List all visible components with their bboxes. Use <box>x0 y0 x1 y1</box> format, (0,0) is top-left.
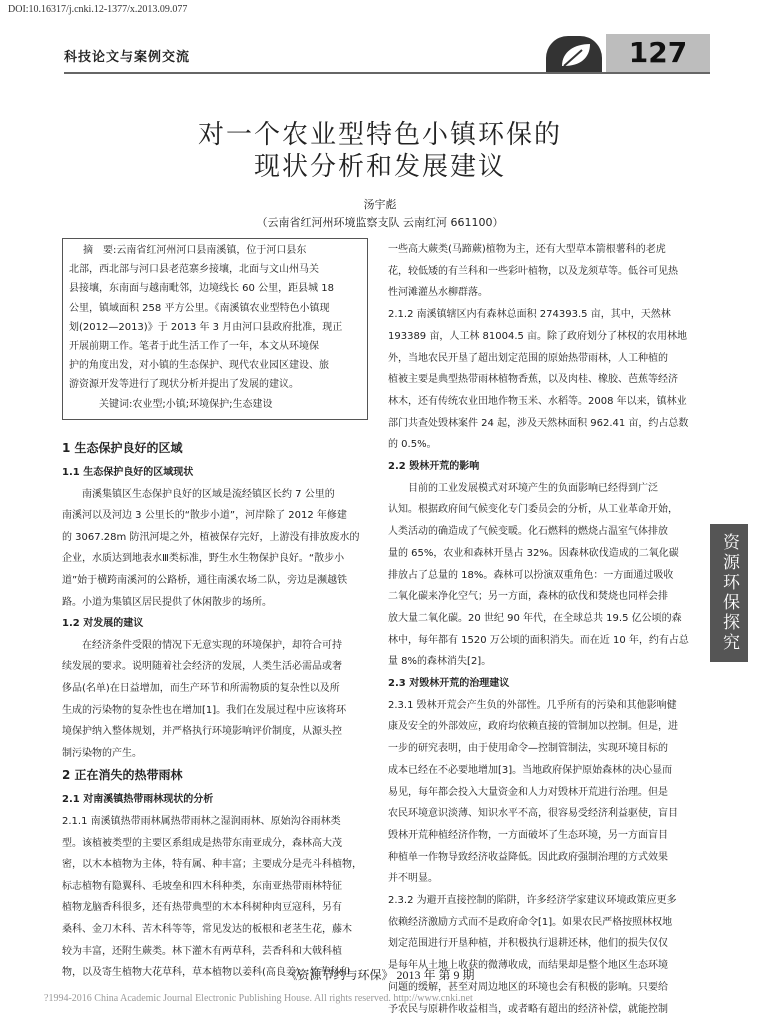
body-text-line: 的 3067.28m 防汛河堤之外，植被保存完好，上游没有排放废水的 <box>62 531 360 543</box>
section-heading: 2.3 对毁林开荒的治理建议 <box>388 678 510 689</box>
body-text-line: 一步的研究表明，由于使用命令—控制管制法，实现环境目标的 <box>388 743 668 755</box>
body-text-line: 成本已经在不必要地增加[3]。当地政府保护原始森林的决心显而 <box>388 764 673 776</box>
body-text-line: 2.3.1 毁林开荒会产生负的外部性。几乎所有的污染和其他影响健 <box>388 699 677 711</box>
body-text-line: 在经济条件受限的情况下无意实现的环境保护，却符合可持 <box>82 639 342 651</box>
doi-text: DOI:10.16317/j.cnki.12-1377/x.2013.09.077 <box>8 4 188 15</box>
body-text-line: 南溪河以及河边 3 公里长的“散步小道”，河岸除了 2012 年修建 <box>62 510 347 522</box>
body-text-line: 植物龙脑香科很多，还有热带典型的木本科树种肉豆寇科，另有 <box>62 902 342 914</box>
body-text-line: 性河滩灌丛水柳群落。 <box>388 287 488 299</box>
body-text-line: 密，以木本植物为主体，特有属、种丰富；主要成分是壳斗科植物， <box>62 859 362 871</box>
body-text-line: 部门共查处毁林案件 24 起，涉及天然林面积 962.41 亩，约占总数 <box>388 417 689 429</box>
author: 汤宇彪 <box>363 198 397 211</box>
abstract-line: 游资源开发等进行了现状分析并提出了发展的建议。 <box>69 379 299 391</box>
body-text-line: 物，以及寄生植物大花草科，草本植物以姜科(高良姜)，竹芋科和 <box>62 967 350 979</box>
body-text-line: 侈品(名单)在日益增加，而生产环节和所需物质的复杂性以及所 <box>62 683 340 694</box>
body-text-line: 续发展的要求。说明随着社会经济的发展，人类生活必需品或奢 <box>62 661 342 673</box>
copyright-notice: ?1994-2016 China Academic Journal Electronic Publishing House. All rights reserved. http://www.cnki.net <box>44 993 473 1004</box>
body-text-line: 量的 65%，农业和森林开垦占 32%。因森林砍伐造成的二氧化碳 <box>388 547 679 559</box>
body-text-line: 生成的污染物的复杂性也在增加[1]。我们在发展过程中应该将环 <box>62 704 347 716</box>
body-text-line: 林木，还有传统农业田地作物玉米、水稻等。2008 年以来，镇林业 <box>388 395 687 407</box>
abstract-line: 开展前期工作。笔者于此生活工作了一年，本文从环境保 <box>69 341 319 353</box>
body-text-line: 2.1.2 南溪镇辖区内有森林总面积 274393.5 亩，其中，天然林 <box>388 309 671 321</box>
body-text-line: 是每年从土地上收获的微薄收成，而结果却是整个地区生态环境 <box>388 960 668 972</box>
section-heading: 1.1 生态保护良好的区域现状 <box>62 467 194 478</box>
body-text-line: 量 8%的森林消失[2]。 <box>388 656 492 668</box>
body-text-line: 企业，水质达到地表水Ⅲ类标准，野生水生物保护良好。“散步小 <box>62 553 345 565</box>
abstract-line: 划(2012—2013)》于 2013 年 3 月由河口县政府批准，现正 <box>69 321 343 333</box>
body-text-line: 制污染物的产生。 <box>62 747 142 759</box>
body-text-line: 桑科、金刀木科、苦木科等等，常见发达的板根和老茎生花，藤木 <box>62 924 352 935</box>
body-text-line: 植被主要是典型热带雨林植物香蕉，以及肉桂、橡胶、芭蕉等经济 <box>388 374 678 386</box>
abstract-line: 北部，西北部与河口县老范寨乡接壤，北面与文山州马关 <box>69 264 319 276</box>
article-title-line-2: 现状分析和发展建议 <box>253 152 506 182</box>
body-text-line: 认知。根据政府间气候变化专门委员会的分析，从工业革命开始， <box>388 504 678 516</box>
body-text-line: 林中，每年都有 1520 万公顷的面积消失。而在近 10 年，约有占总 <box>388 634 689 646</box>
body-text-line: 排放占了总量的 18%。森林可以扮演双重角色：一方面通过吸收 <box>388 569 674 581</box>
body-text-line: 问题的缓解，甚至对周边地区的环境也会有积极的影响。只要给 <box>388 981 668 993</box>
body-text-line: 的 0.5%。 <box>388 439 437 451</box>
body-text-line: 农民环境意识淡薄、知识水平不高，很容易受经济利益驱使，盲目 <box>388 808 678 820</box>
side-section-tab: 资源环保探究 <box>710 524 748 662</box>
body-text-line: 并不明显。 <box>388 873 438 885</box>
keywords: 关键词:农业型;小镇;环境保护;生态建设 <box>99 398 273 410</box>
abstract-box <box>62 238 368 420</box>
body-text-line: 南溪集镇区生态保护良好的区域是流经镇区长约 7 公里的 <box>82 488 335 500</box>
body-text-line: 二氧化碳来净化空气；另一方面，森林的砍伐和焚烧也同样会排 <box>388 591 668 603</box>
section-heading: 1 生态保护良好的区域 <box>62 441 183 455</box>
body-text-line: 2.3.2 为避开直接控制的陷阱，许多经济学家建议环境政策应更多 <box>388 895 677 906</box>
abstract-line: 公里，镇域面积 258 平方公里。《南溪镇农业型特色小镇现 <box>69 302 330 314</box>
abstract-line: 护的角度出发，对小镇的生态保护、现代农业园区建设、旅 <box>69 360 329 372</box>
body-text-line: 毁林开荒种植经济作物，一方面破坏了生态环境，另一方面盲目 <box>388 829 668 841</box>
body-text-line: 标志植物有隐翼科、毛坡垒和四木科种类，东南亚热带雨林特征 <box>62 880 342 892</box>
header-rule <box>64 72 710 74</box>
body-text-line: 人类活动的确造成了气候变暖。化石燃料的燃烧占温室气体排放 <box>388 526 668 538</box>
section-heading: 2.1 对南溪镇热带雨林现状的分析 <box>62 794 214 806</box>
body-text-line: 较为丰富，还附生蕨类。林下灌木有两草科，芸香科和大戟科植 <box>62 945 342 957</box>
leaf-logo-icon <box>546 36 602 74</box>
body-text-line: 种植单一作物导致经济收益降低。因此政府强制治理的方式效果 <box>388 851 668 863</box>
article-title-line-1: 对一个农业型特色小镇环保的 <box>197 120 562 150</box>
body-text-line: 型。该植被类型的主要区系组成是热带东南亚成分，森林高大茂 <box>62 837 342 849</box>
body-text-line: 目前的工业发展模式对环境产生的负面影响已经得到广泛 <box>408 482 658 494</box>
body-text-line: 境保护纳入整体规划，并严格执行环境影响评价制度，从源头控 <box>62 726 342 738</box>
body-text-line: 易见，每年都会投入大量资金和人力对毁林开荒进行治理。但是 <box>388 786 668 798</box>
section-heading: 2.2 毁林开荒的影响 <box>388 461 480 472</box>
abstract-line: 县接壤，东南面与越南毗邻，边境线长 60 公里，距县城 18 <box>69 283 334 295</box>
body-text-line: 康及安全的外部效应，政府均依赖直接的管制加以控制。但是，进 <box>388 721 678 733</box>
body-text-line: 予农民与原耕作收益相当，或者略有超出的经济补偿，就能控制 <box>388 1003 668 1015</box>
body-text-line: 一些高大蕨类(马蹄蕨)植物为主，还有大型草本箭根薯科的老虎 <box>388 244 666 255</box>
section-heading: 2 正在消失的热带雨林 <box>62 768 183 783</box>
body-text-line: 花，较低矮的有兰科和一些彩叶植物，以及龙须草等。低谷可见热 <box>388 265 678 277</box>
page-number: 127 <box>628 36 688 69</box>
journal-section-label: 科技论文与案例交流 <box>64 50 191 65</box>
abstract-line: 摘 要:云南省红河州河口县南溪镇，位于河口县东 <box>83 245 307 256</box>
body-text-line: 193389 亩，人工林 81004.5 亩。除了政府划分了林权的农用林地 <box>388 330 688 342</box>
body-text-line: 道”始于横跨南溪河的公路桥，通往南溪农场二队，旁边是濒越铁 <box>62 575 348 586</box>
body-text-line: 划定范围进行开垦种植，并积极执行退耕还林，他们的损失仅仅 <box>388 938 668 950</box>
section-heading: 1.2 对发展的建议 <box>62 618 144 630</box>
affiliation: （云南省红河州环境监察支队 云南红河 661100） <box>256 216 504 229</box>
footer-issue: 《资源节约与环保》 2013 年 第 9 期 <box>285 968 475 982</box>
body-text-line: 放大量二氧化碳。20 世纪 90 年代，在全球总共 19.5 亿公顷的森 <box>388 612 682 624</box>
body-text-line: 路。小道为集镇区居民提供了休闲散步的场所。 <box>62 596 272 608</box>
body-text-line: 2.1.1 南溪镇热带雨林属热带雨林之湿润雨林、原始沟谷雨林类 <box>62 816 341 827</box>
body-text-line: 依赖经济激励方式而不是政府命令[1]。如果农民严格按照林权地 <box>388 916 673 928</box>
body-text-line: 外，当地农民开垦了超出划定范围的原始热带雨林，人工种植的 <box>388 352 668 364</box>
